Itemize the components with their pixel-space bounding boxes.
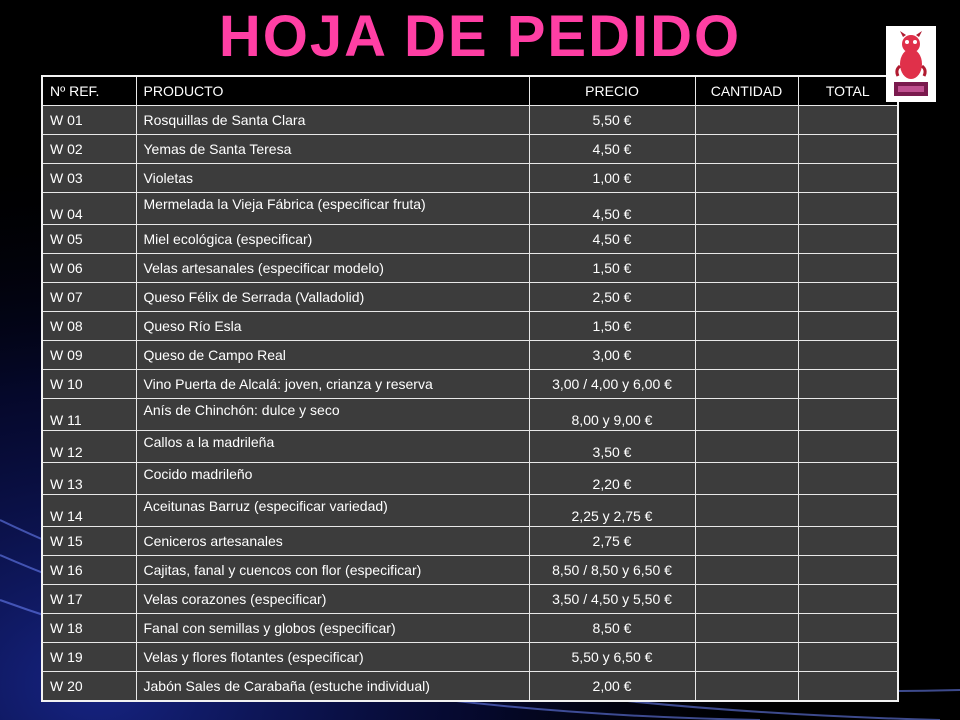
cell-ref: W 02: [42, 135, 136, 164]
cell-producto: Violetas: [136, 164, 529, 193]
table-row: [42, 399, 898, 431]
table-row: [42, 106, 898, 135]
table-row: [42, 556, 898, 585]
table-row: [42, 527, 898, 556]
page-title: HOJA DE PEDIDO: [218, 4, 742, 69]
cell-total[interactable]: [798, 225, 898, 254]
cell-ref: W 17: [42, 585, 136, 614]
table-row: [42, 585, 898, 614]
cell-cantidad[interactable]: [695, 225, 798, 254]
cell-cantidad[interactable]: [695, 463, 798, 495]
cell-total[interactable]: [798, 370, 898, 399]
cell-ref: W 18: [42, 614, 136, 643]
cell-precio: 5,50 €: [529, 106, 695, 135]
cell-ref: W 11: [42, 399, 136, 431]
cell-precio: 2,20 €: [529, 463, 695, 495]
cell-ref: W 13: [42, 463, 136, 495]
cell-ref: W 08: [42, 312, 136, 341]
cell-precio: 2,00 €: [529, 672, 695, 702]
cell-precio: 3,00 / 4,00 y 6,00 €: [529, 370, 695, 399]
cell-producto: Velas artesanales (especificar modelo): [136, 254, 529, 283]
cell-producto: Queso Félix de Serrada (Valladolid): [136, 283, 529, 312]
cell-ref: W 12: [42, 431, 136, 463]
cell-total[interactable]: [798, 106, 898, 135]
cell-cantidad[interactable]: [695, 193, 798, 225]
cell-precio: 4,50 €: [529, 135, 695, 164]
cell-producto: Miel ecológica (especificar): [136, 225, 529, 254]
cell-producto: Yemas de Santa Teresa: [136, 135, 529, 164]
cell-precio: 8,00 y 9,00 €: [529, 399, 695, 431]
cell-total[interactable]: [798, 283, 898, 312]
cell-producto: Callos a la madrileña: [136, 431, 529, 463]
cell-precio: 3,50 €: [529, 431, 695, 463]
cell-precio: 4,50 €: [529, 193, 695, 225]
cell-ref: W 09: [42, 341, 136, 370]
cell-total[interactable]: [798, 614, 898, 643]
cell-cantidad[interactable]: [695, 370, 798, 399]
cell-total[interactable]: [798, 643, 898, 672]
cell-producto: Velas corazones (especificar): [136, 585, 529, 614]
cell-producto: Rosquillas de Santa Clara: [136, 106, 529, 135]
cell-cantidad[interactable]: [695, 283, 798, 312]
cell-precio: 8,50 €: [529, 614, 695, 643]
table-row: [42, 164, 898, 193]
cell-cantidad[interactable]: [695, 164, 798, 193]
cell-precio: 3,50 / 4,50 y 5,50 €: [529, 585, 695, 614]
cell-total[interactable]: [798, 164, 898, 193]
table-row: [42, 672, 898, 702]
cell-producto: Fanal con semillas y globos (especificar): [136, 614, 529, 643]
cell-cantidad[interactable]: [695, 135, 798, 164]
cell-total[interactable]: [798, 672, 898, 702]
cell-ref: W 06: [42, 254, 136, 283]
table-row: [42, 254, 898, 283]
cell-cantidad[interactable]: [695, 672, 798, 702]
cell-producto: Queso de Campo Real: [136, 341, 529, 370]
header-ref: Nº REF.: [42, 76, 136, 106]
cell-producto: Mermelada la Vieja Fábrica (especificar fruta): [136, 193, 529, 225]
cell-total[interactable]: [798, 193, 898, 225]
cell-ref: W 20: [42, 672, 136, 702]
cell-ref: W 05: [42, 225, 136, 254]
cell-producto: Cajitas, fanal y cuencos con flor (especificar): [136, 556, 529, 585]
cell-producto: Ceniceros artesanales: [136, 527, 529, 556]
cell-cantidad[interactable]: [695, 312, 798, 341]
cell-precio: 8,50 / 8,50 y 6,50 €: [529, 556, 695, 585]
cell-total[interactable]: [798, 495, 898, 527]
table-row: [42, 312, 898, 341]
cell-total[interactable]: [798, 312, 898, 341]
cell-ref: W 04: [42, 193, 136, 225]
cell-producto: Anís de Chinchón: dulce y seco: [136, 399, 529, 431]
cell-cantidad[interactable]: [695, 254, 798, 283]
table-row: [42, 370, 898, 399]
cell-precio: 3,00 €: [529, 341, 695, 370]
cell-ref: W 19: [42, 643, 136, 672]
table-row: [42, 225, 898, 254]
cell-total[interactable]: [798, 399, 898, 431]
cell-producto: Aceitunas Barruz (especificar variedad): [136, 495, 529, 527]
cell-ref: W 10: [42, 370, 136, 399]
table-row: [42, 283, 898, 312]
cell-cantidad[interactable]: [695, 495, 798, 527]
table-row: [42, 495, 898, 527]
cell-precio: 2,25 y 2,75 €: [529, 495, 695, 527]
cell-cantidad[interactable]: [695, 585, 798, 614]
cell-ref: W 07: [42, 283, 136, 312]
cell-total[interactable]: [798, 341, 898, 370]
cell-ref: W 14: [42, 495, 136, 527]
order-table: [41, 75, 899, 702]
header-precio: PRECIO: [529, 76, 695, 106]
cell-total[interactable]: [798, 585, 898, 614]
cell-producto: Jabón Sales de Carabaña (estuche individual): [136, 672, 529, 702]
cell-ref: W 03: [42, 164, 136, 193]
logo: [886, 26, 936, 102]
table-row: [42, 463, 898, 495]
cell-cantidad[interactable]: [695, 431, 798, 463]
cell-producto: Cocido madrileño: [136, 463, 529, 495]
table-row: [42, 135, 898, 164]
cell-cantidad[interactable]: [695, 341, 798, 370]
table-row: [42, 193, 898, 225]
cell-total[interactable]: [798, 463, 898, 495]
header-producto: PRODUCTO: [136, 76, 529, 106]
cell-producto: Queso Río Esla: [136, 312, 529, 341]
cell-cantidad[interactable]: [695, 527, 798, 556]
table-row: [42, 341, 898, 370]
cell-producto: Vino Puerta de Alcalá: joven, crianza y reserva: [136, 370, 529, 399]
cell-ref: W 15: [42, 527, 136, 556]
table-row: [42, 643, 898, 672]
header-cantidad: CANTIDAD: [695, 76, 798, 106]
cell-precio: 2,50 €: [529, 283, 695, 312]
cell-producto: Velas y flores flotantes (especificar): [136, 643, 529, 672]
table-row: [42, 614, 898, 643]
cell-cantidad[interactable]: [695, 614, 798, 643]
cell-ref: W 01: [42, 106, 136, 135]
cell-precio: 5,50 y 6,50 €: [529, 643, 695, 672]
cell-cantidad[interactable]: [695, 556, 798, 585]
table-header-row: [42, 76, 898, 106]
table-row: [42, 431, 898, 463]
cell-cantidad[interactable]: [695, 643, 798, 672]
cell-total[interactable]: [798, 135, 898, 164]
cell-total[interactable]: [798, 254, 898, 283]
cell-cantidad[interactable]: [695, 399, 798, 431]
cell-precio: 4,50 €: [529, 225, 695, 254]
cell-precio: 2,75 €: [529, 527, 695, 556]
cell-precio: 1,00 €: [529, 164, 695, 193]
cell-total[interactable]: [798, 431, 898, 463]
pink-cartoon-mascot-icon: [886, 26, 936, 102]
header-total: TOTAL: [798, 76, 898, 106]
cell-precio: 1,50 €: [529, 312, 695, 341]
cell-ref: W 16: [42, 556, 136, 585]
cell-cantidad[interactable]: [695, 106, 798, 135]
cell-precio: 1,50 €: [529, 254, 695, 283]
cell-total[interactable]: [798, 527, 898, 556]
cell-total[interactable]: [798, 556, 898, 585]
